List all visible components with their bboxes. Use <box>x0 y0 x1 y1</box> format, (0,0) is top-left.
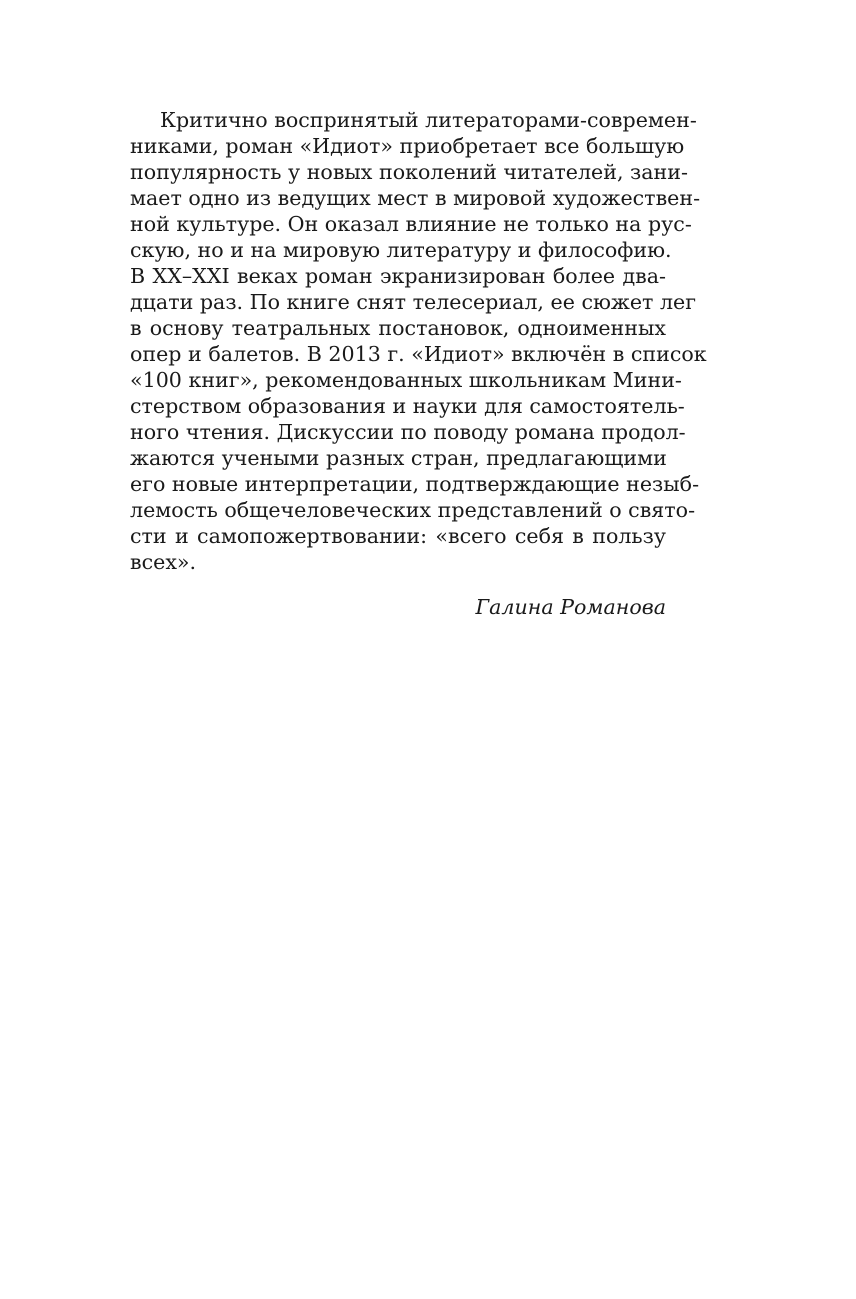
author-signature: Галина Романова <box>475 595 666 619</box>
paragraph-line: никами, роман «Идиот» приобретает все большую <box>130 134 685 158</box>
paragraph-line: всех». <box>130 550 197 574</box>
paragraph-line: дцати раз. По книге снят телесериал, ее сюжет лег <box>130 290 697 314</box>
paragraph-line: лемость общечеловеческих представлений о свято- <box>130 498 696 522</box>
paragraph-line: Критично воспринятый литераторами-современ- <box>160 108 697 132</box>
paragraph-line: стерством образования и науки для самостоятель- <box>130 394 685 418</box>
paragraph-line: опер и балетов. В 2013 г. «Идиот» включён в список <box>130 342 707 366</box>
paragraph-line: сти и самопожертвовании: «всего себя в пользу <box>130 524 666 548</box>
paragraph-line: его новые интерпретации, подтверждающие незыб- <box>130 472 700 496</box>
paragraph-line: В XX–XXI веках роман экранизирован более два- <box>130 264 666 288</box>
paragraph-line: мает одно из ведущих мест в мировой художествен- <box>130 186 701 210</box>
paragraph-line: «100 книг», рекомендованных школьникам Мини- <box>130 368 682 392</box>
paragraph-line: популярность у новых поколений читателей, зани- <box>130 160 688 184</box>
paragraph-line: скую, но и на мировую литературу и философию. <box>130 238 672 262</box>
paragraph-line: жаются учеными разных стран, предлагающими <box>130 446 667 470</box>
paragraph-line: в основу театральных постановок, одноименных <box>130 316 666 340</box>
paragraph-line: ной культуре. Он оказал влияние не только на рус- <box>130 212 692 236</box>
article-paragraph <box>130 107 707 575</box>
paragraph-line: ного чтения. Дискуссии по поводу романа продол- <box>130 420 686 444</box>
